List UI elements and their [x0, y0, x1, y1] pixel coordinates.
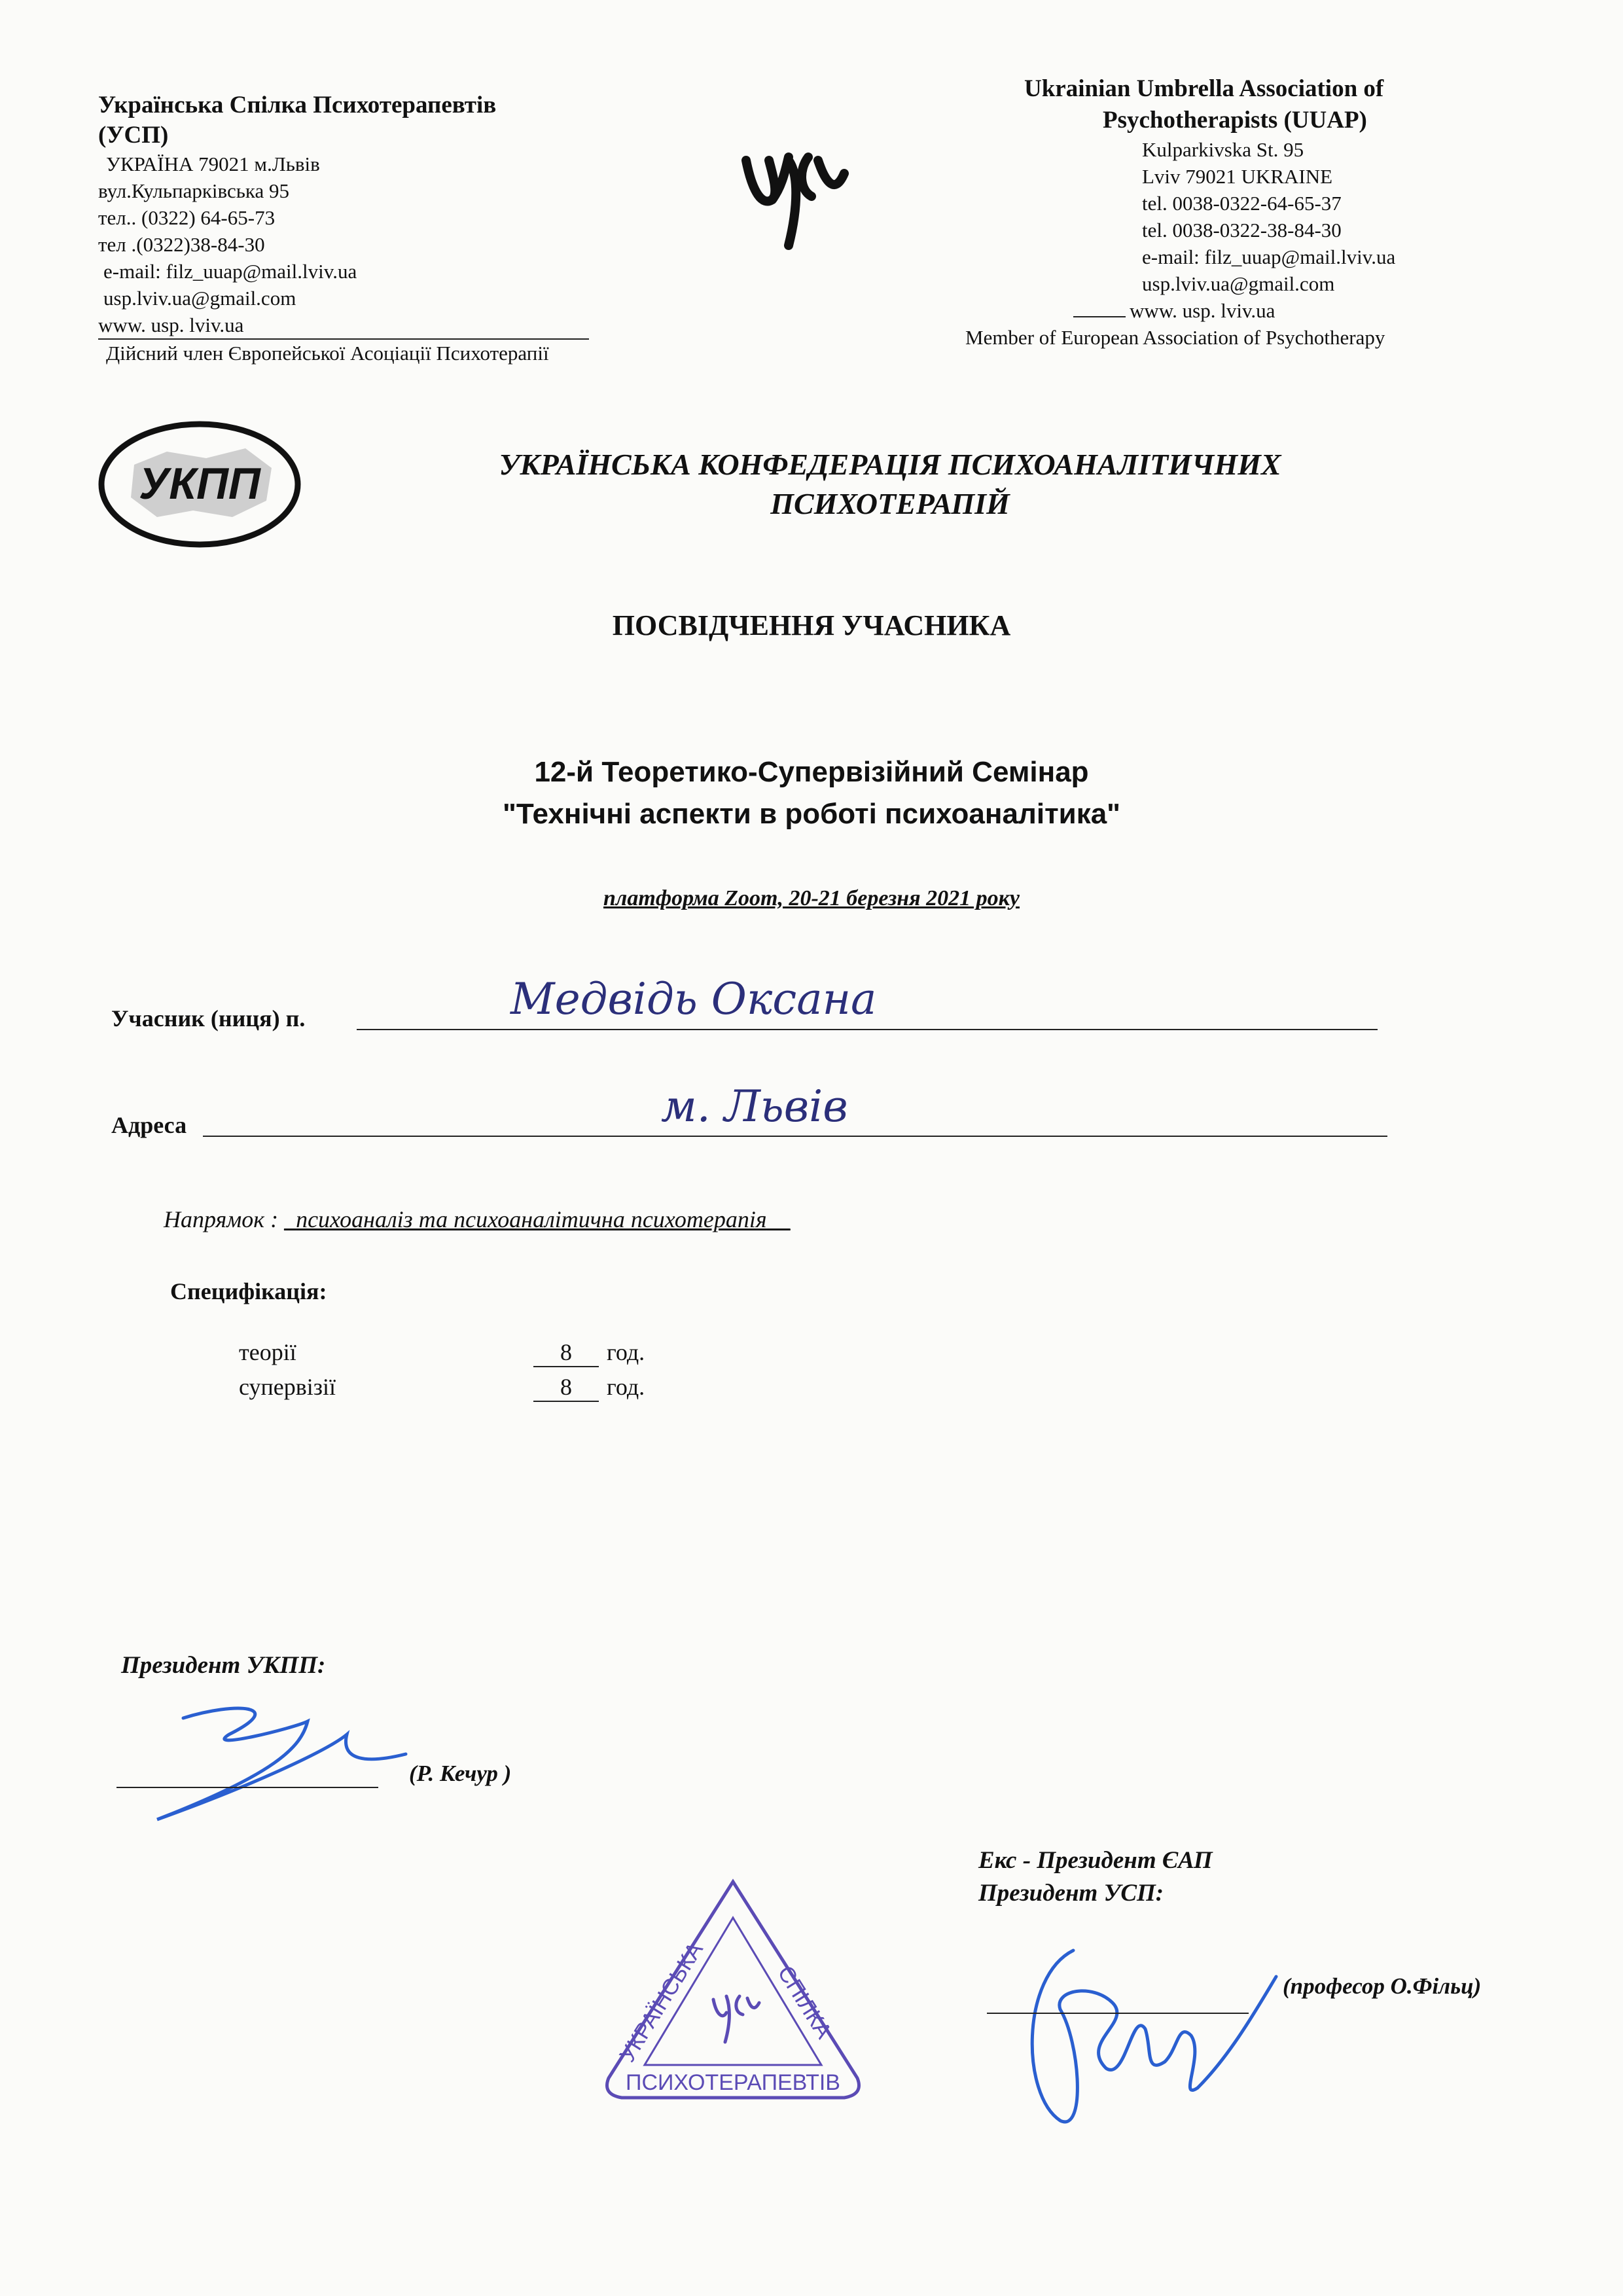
participant-name: Медвідь Оксана [510, 974, 877, 1024]
website-en-text: www. usp. lviv.ua [1130, 299, 1275, 322]
usp-monogram-icon [726, 134, 857, 265]
address-street: вул.Кульпарківська 95 [98, 179, 290, 202]
org-name-ua: Українська Спілка Психотерапевтів [98, 92, 497, 118]
phone-1-en: tel. 0038-0322-64-65-37 [1142, 192, 1342, 215]
specification-label: Специфікація: [170, 1278, 327, 1304]
org-abbr-en: Psychotherapists (UUAP) [1103, 107, 1367, 134]
address-country-city: УКРАЇНА 79021 м.Львів [106, 152, 320, 175]
stamp-monogram-icon [713, 1996, 759, 2042]
signature-filts [982, 1911, 1283, 2147]
membership-ua: Дійсний член Європейської Асоціації Психотерапії [106, 342, 549, 365]
president-ukpp-label: Президент УКПП: [121, 1652, 326, 1679]
email-1: e-mail: filz_uuap@mail.lviv.ua [103, 260, 357, 283]
website-en [942, 297, 1558, 324]
address-street-en: Kulparkivska St. 95 [1142, 138, 1304, 161]
president-ukpp-name: (Р. Кечур ) [409, 1761, 512, 1786]
seminar-title [0, 751, 1623, 835]
stamp-text-right: СПІЛКА [772, 1961, 837, 2043]
spec-supervision-hours: 8 [533, 1373, 599, 1402]
president-usp-name: (професор О.Фільц) [1283, 1973, 1482, 1999]
organization-stamp [596, 1869, 870, 2130]
confederation-line-1: УКРАЇНСЬКА КОНФЕДЕРАЦІЯ ПСИХОАНАЛІТИЧНИХ [499, 448, 1281, 481]
ukpp-logo [95, 419, 304, 550]
email-2: usp.lviv.ua@gmail.com [103, 287, 296, 310]
spec-row-theory [239, 1338, 645, 1367]
stamp-text-bottom: ПСИХОТЕРАПЕВТІВ [626, 2070, 840, 2095]
seminar-line-1: 12-й Теоретико-Супервізійний Семінар [534, 756, 1089, 788]
signature-kechur [131, 1689, 419, 1833]
spec-theory-label: теорії [239, 1339, 296, 1365]
website: www. usp. lviv.ua [98, 312, 589, 340]
spec-theory-unit: год. [607, 1339, 645, 1365]
header-right [942, 73, 1558, 351]
participant-underline [357, 1029, 1378, 1030]
participant-label: Учасник (ниця) п. [111, 1005, 306, 1031]
address-label: Адреса [111, 1112, 187, 1138]
header-left [98, 90, 687, 367]
president-usp-label [978, 1844, 1213, 1910]
spec-theory-hours: 8 [533, 1338, 599, 1367]
org-abbr-ua: (УСП) [98, 122, 169, 149]
venue-date [0, 886, 1623, 911]
president-ukpp-signature-line [116, 1787, 378, 1788]
ukpp-logo-text: УКПП [139, 459, 260, 509]
seminar-line-2: "Технічні аспекти в роботі психоаналітика" [502, 798, 1121, 830]
phone-2-en: tel. 0038-0322-38-84-30 [1142, 219, 1342, 242]
certificate-title: ПОСВІДЧЕННЯ УЧАСНИКА [612, 609, 1011, 641]
website-blank [1073, 316, 1126, 317]
spec-row-supervision [239, 1373, 645, 1402]
president-usp-label-line-1: Екс - Президент ЄАП [978, 1847, 1213, 1874]
confederation-line-2: ПСИХОТЕРАПІЙ [770, 487, 1010, 520]
org-name-en: Ukrainian Umbrella Association of [1024, 75, 1384, 102]
direction-value: _психоаналіз та психоаналітична психотерапія__ [284, 1206, 791, 1232]
president-usp-signature-line [987, 2013, 1249, 2014]
confederation-title [366, 445, 1414, 524]
president-usp-label-line-2: Президент УСП: [978, 1880, 1164, 1907]
email-1-en: e-mail: filz_uuap@mail.lviv.ua [1142, 245, 1396, 268]
phone-2: тел .(0322)38-84-30 [98, 233, 265, 256]
email-2-en: usp.lviv.ua@gmail.com [1142, 272, 1335, 295]
phone-1: тел.. (0322) 64-65-73 [98, 206, 276, 229]
membership-en: Member of European Association of Psychotherapy [965, 326, 1385, 349]
stamp-text-left: УКРАЇНСЬКА [615, 1937, 708, 2067]
address-value: м. Львів [661, 1081, 848, 1132]
direction [164, 1206, 791, 1233]
spec-supervision-unit: год. [607, 1374, 645, 1400]
venue-date-text: платформа Zoom, 20-21 березня 2021 року [603, 886, 1020, 910]
address-city-en: Lviv 79021 UKRAINE [1142, 165, 1333, 188]
address-underline [203, 1136, 1387, 1137]
direction-label: Напрямок : [164, 1206, 279, 1232]
spec-supervision-label: супервізії [239, 1374, 336, 1400]
